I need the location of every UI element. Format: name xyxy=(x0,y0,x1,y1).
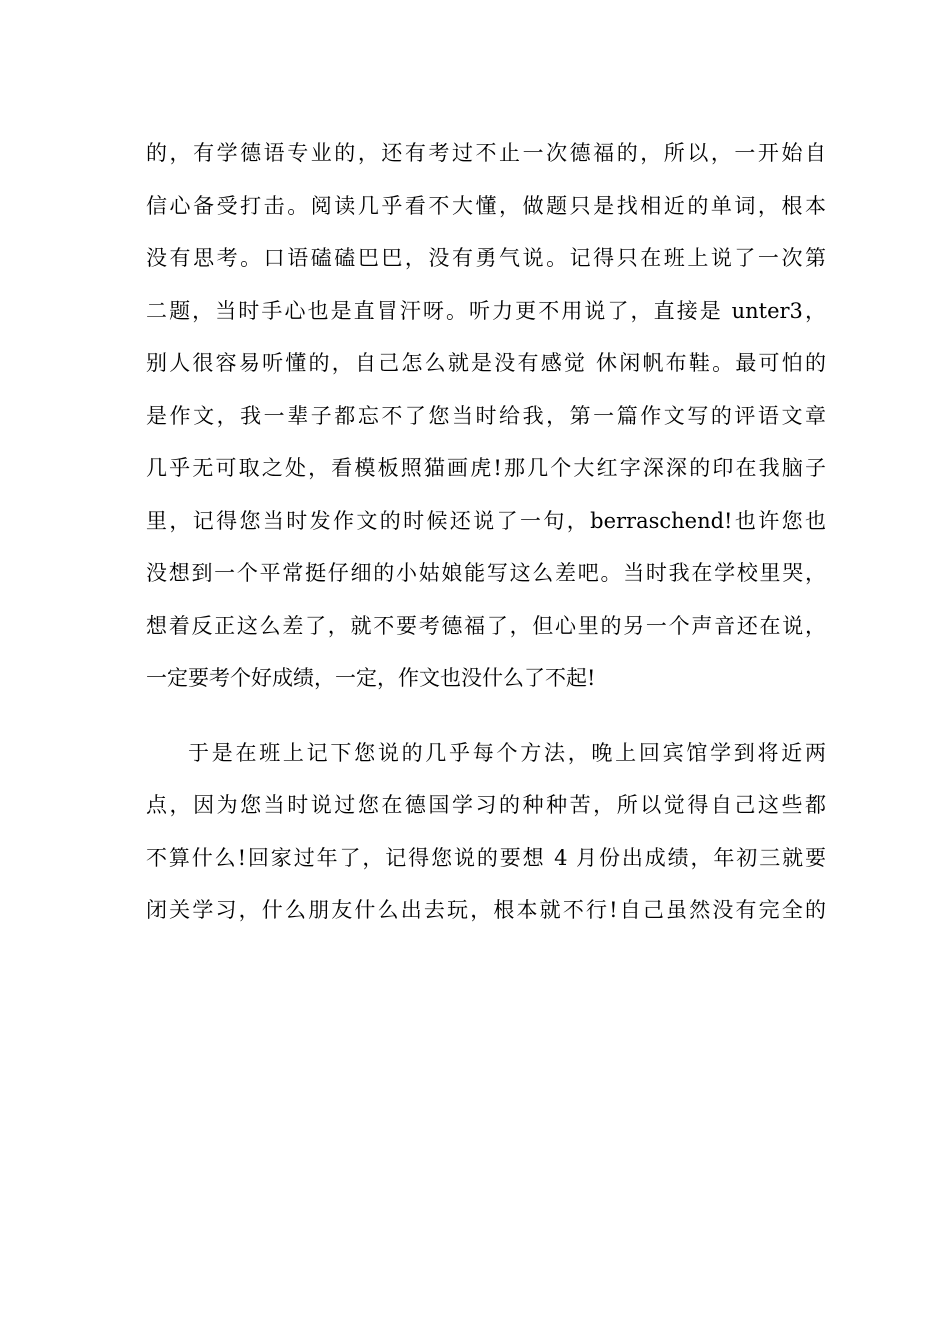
text-line: 于是在班上记下您说的几乎每个方法，晚上回宾馆学到将近两 xyxy=(188,740,826,765)
text-line: 是作文，我一辈子都忘不了您当时给我，第一篇作文写的评语文章 xyxy=(146,403,826,428)
text-line: 里，记得您当时发作文的时候还说了一句，berraschend!也许您也 xyxy=(146,508,826,533)
text-line: 没想到一个平常挺仔细的小姑娘能写这么差吧。当时我在学校里哭， xyxy=(146,561,826,585)
text-line: 的，有学德语专业的，还有考过不止一次德福的，所以，一开始自 xyxy=(146,141,826,165)
text-line: 几乎无可取之处，看模板照猫画虎!那几个大红字深深的印在我脑子 xyxy=(146,456,826,480)
paragraph-1 xyxy=(146,127,826,705)
text-line: 不算什么!回家过年了，记得您说的要想 4 月份出成绩，年初三就要 xyxy=(146,845,826,870)
paragraph-spacer xyxy=(146,705,826,727)
text-line: 一定要考个好成绩，一定，作文也没什么了不起! xyxy=(146,666,596,690)
text-line: 信心备受打击。阅读几乎看不大懂，做题只是找相近的单词，根本 xyxy=(146,193,826,218)
document-body xyxy=(146,127,826,937)
text-line: 点，因为您当时说过您在德国学习的种种苦，所以觉得自己这些都 xyxy=(146,793,826,817)
text-line: 没有思考。口语磕磕巴巴，没有勇气说。记得只在班上说了一次第 xyxy=(146,246,826,270)
text-line: 闭关学习，什么朋友什么出去玩，根本就不行!自己虽然没有完全的 xyxy=(146,898,826,922)
text-line: 别人很容易听懂的，自己怎么就是没有感觉 休闲帆布鞋。最可怕的 xyxy=(146,351,826,375)
text-line: 想着反正这么差了，就不要考德福了，但心里的另一个声音还在说， xyxy=(146,613,826,638)
paragraph-2 xyxy=(146,727,826,937)
text-line: 二题，当时手心也是直冒汗呀。听力更不用说了，直接是 unter3， xyxy=(146,298,826,323)
